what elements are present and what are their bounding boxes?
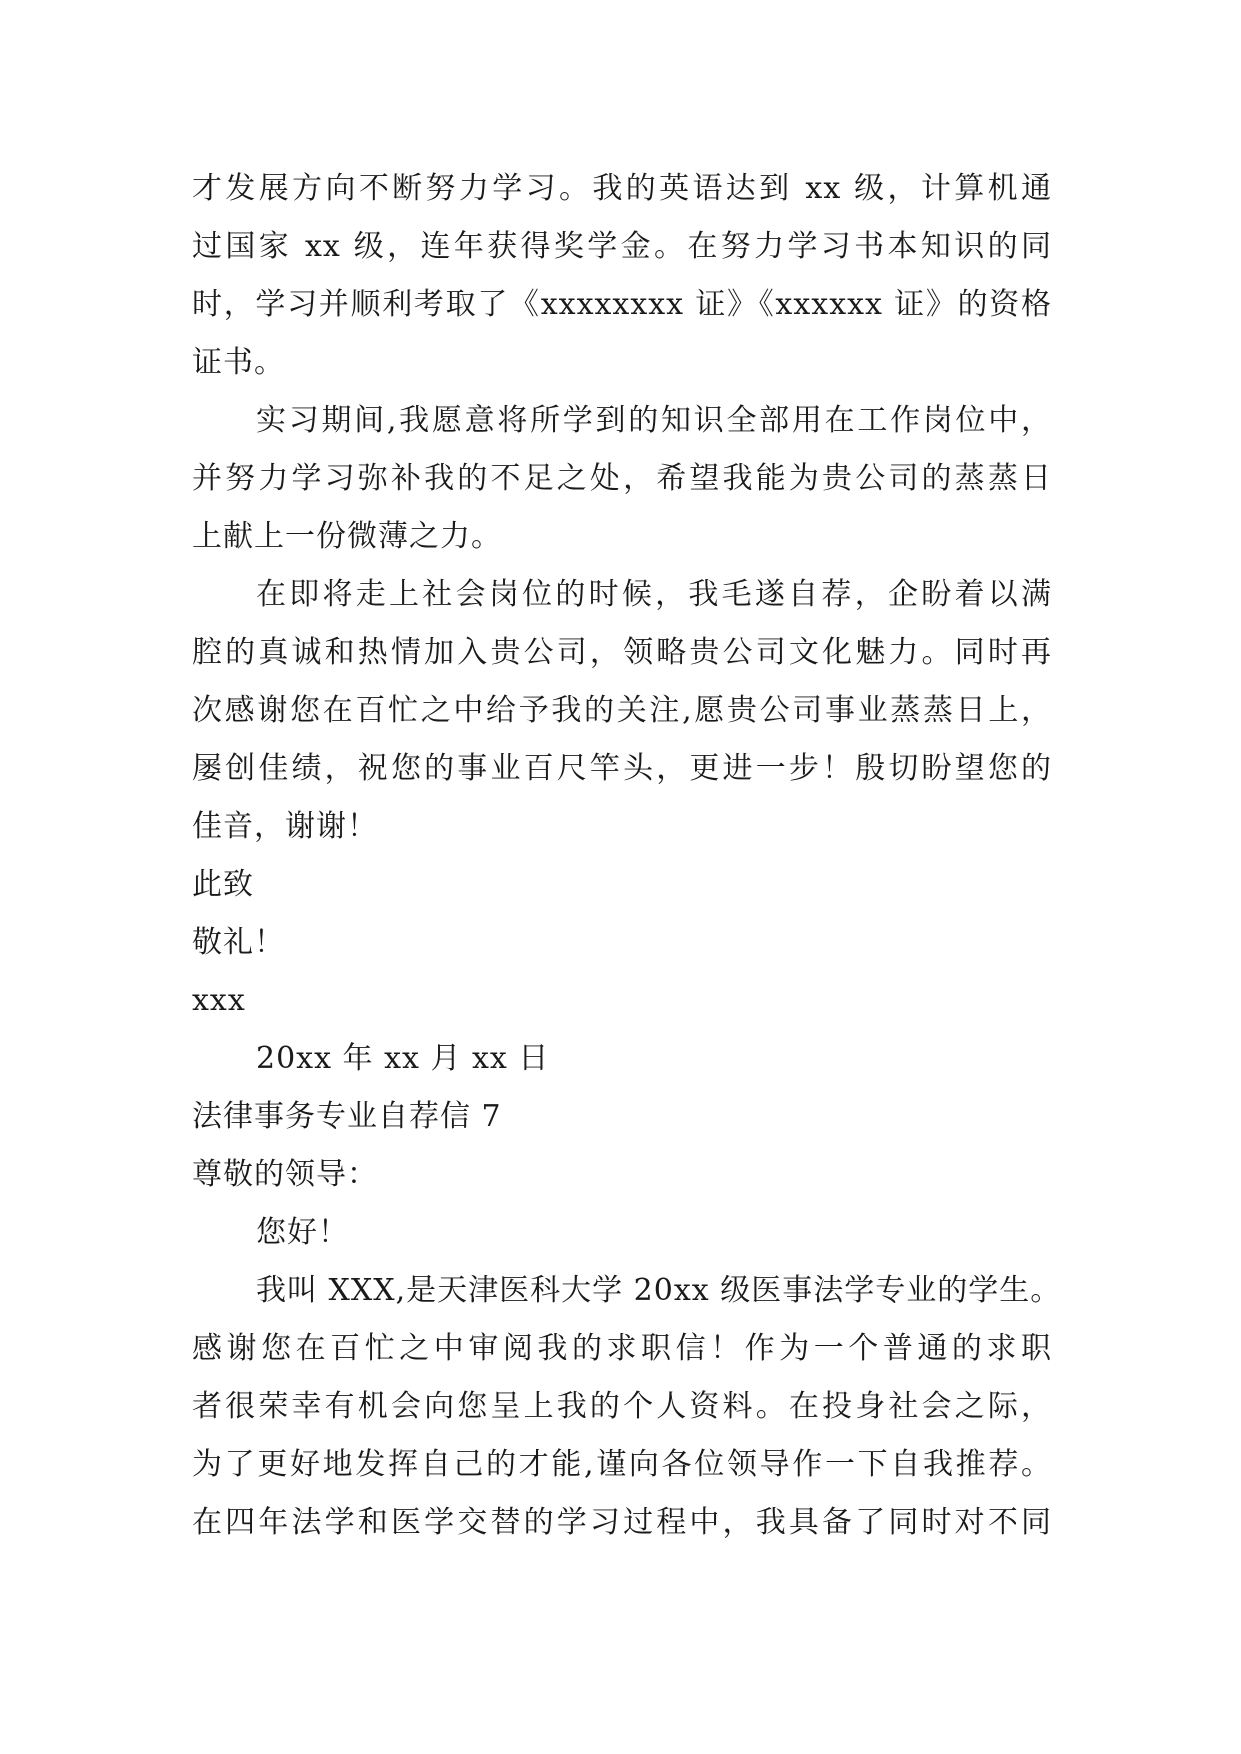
- text-line: 过国家 xx 级，连年获得奖学金。在努力学习书本知识的同: [192, 229, 1052, 264]
- text-line: 在即将走上社会岗位的时候，我毛遂自荐，企盼着以满: [256, 577, 1052, 612]
- text-line: 感谢您在百忙之中审阅我的求职信！作为一个普通的求职: [192, 1331, 1052, 1366]
- greeting-hello: 您好！: [256, 1215, 349, 1250]
- closing-regards: 敬礼！: [192, 925, 285, 960]
- closing-salutation: 此致: [192, 867, 254, 902]
- text-line: 时，学习并顺利考取了《xxxxxxxx 证》《xxxxxx 证》的资格: [192, 287, 1052, 322]
- text-line: 实习期间,我愿意将所学到的知识全部用在工作岗位中，: [256, 403, 1052, 438]
- text-line: 为了更好地发挥自己的才能,谨向各位领导作一下自我推荐。: [192, 1447, 1052, 1482]
- text-line: 次感谢您在百忙之中给予我的关注,愿贵公司事业蒸蒸日上，: [192, 693, 1052, 728]
- text-line: 并努力学习弥补我的不足之处，希望我能为贵公司的蒸蒸日: [192, 461, 1052, 496]
- text-line: 上献上一份微薄之力。: [192, 519, 502, 554]
- text-line: 者很荣幸有机会向您呈上我的个人资料。在投身社会之际，: [192, 1389, 1052, 1424]
- letter-body: [192, 160, 1062, 1552]
- greeting: 尊敬的领导：: [192, 1157, 378, 1192]
- text-line: 腔的真诚和热情加入贵公司，领略贵公司文化魅力。同时再: [192, 635, 1052, 670]
- text-line: 屡创佳绩，祝您的事业百尺竿头，更进一步！殷切盼望您的: [192, 751, 1052, 786]
- text-line: 我叫 XXX,是天津医科大学 20xx 级医事法学专业的学生。: [256, 1273, 1062, 1308]
- text-line: 佳音，谢谢！: [192, 809, 378, 844]
- text-line: 在四年法学和医学交替的学习过程中，我具备了同时对不同: [192, 1505, 1052, 1540]
- signature-name: xxx: [192, 983, 246, 1018]
- signature-date: 20xx 年 xx 月 xx 日: [256, 1041, 550, 1076]
- text-line: 证书。: [192, 345, 285, 380]
- text-line: 才发展方向不断努力学习。我的英语达到 xx 级，计算机通: [192, 171, 1052, 206]
- section-title: 法律事务专业自荐信 7: [192, 1099, 502, 1134]
